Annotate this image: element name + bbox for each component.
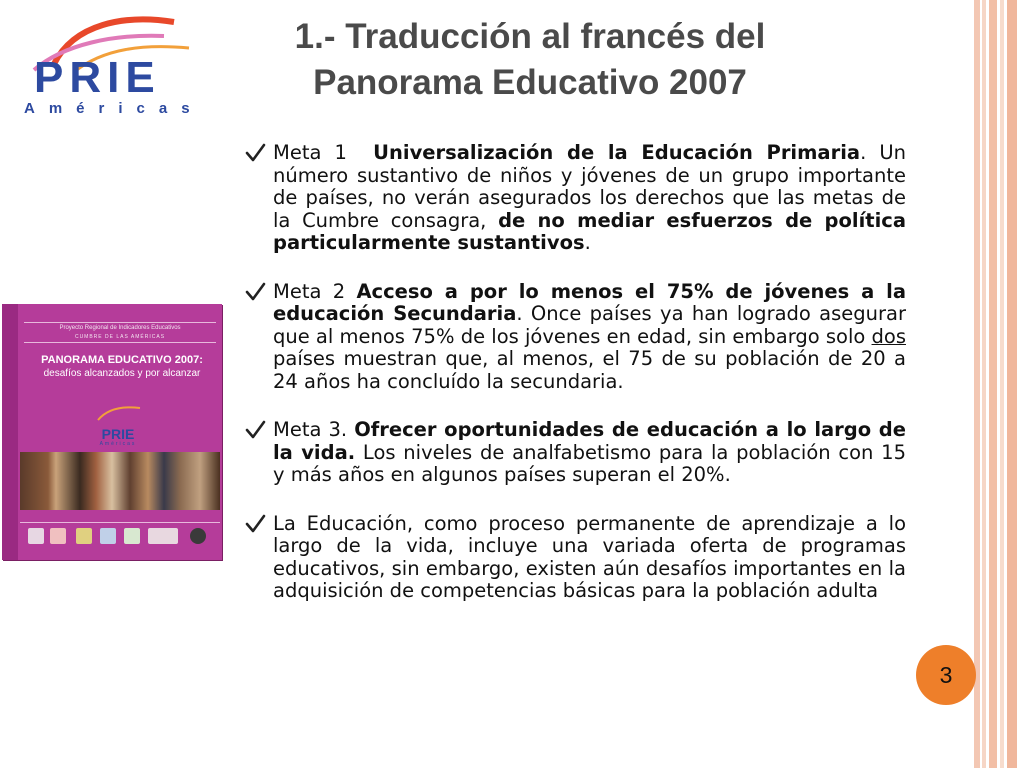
cover-subtitle: desafíos alcanzados y por alcanzar	[43, 368, 201, 379]
bullet-text	[273, 419, 906, 487]
goal-label: Meta 2	[273, 279, 346, 303]
title-line-1: 1.- Traducción al francés del	[294, 17, 766, 56]
goal-description: . Un número sustantivo de niños y jóvenes de un grupo importante de países, no verán asegurados los derechos que las metas de la Cumbre consagra,	[273, 141, 907, 232]
goal-title: Ofrecer oportunidades de educación a lo largo de la vida.	[273, 418, 906, 464]
bullet-text	[273, 281, 906, 394]
goal-description: Los niveles de analfabetismo para la población con 15 y más años en algunos países superan el 20%.	[273, 440, 906, 486]
stripe	[974, 0, 980, 768]
stripe	[989, 0, 997, 768]
seal-icon	[190, 528, 206, 544]
sponsor-icon	[148, 528, 178, 544]
stripe	[982, 0, 986, 768]
list-item	[244, 142, 906, 255]
underlined-word: dos	[871, 324, 906, 348]
cover-photo-collage	[20, 452, 220, 510]
slide-title	[230, 14, 830, 106]
cover-logo-sub: Américas	[99, 441, 137, 447]
bullet-text	[273, 142, 906, 255]
checkmark-icon	[244, 281, 266, 303]
book-cover-image	[2, 304, 222, 560]
goal-end: .	[584, 231, 591, 254]
bullet-list	[244, 142, 906, 629]
logo-wordmark: PRIE	[34, 53, 161, 102]
divider	[24, 342, 216, 343]
checkmark-icon	[244, 513, 266, 535]
goal-label: Meta 1	[273, 141, 347, 164]
cover-logo-word: PRIE	[101, 426, 135, 442]
sponsor-icon	[124, 528, 140, 544]
cover-cumbre: CUMBRE DE LAS AMÉRICAS	[74, 334, 166, 340]
cover-logo	[88, 404, 148, 447]
sponsor-icon	[76, 528, 92, 544]
checkmark-icon	[244, 142, 266, 164]
sponsor-icon	[100, 528, 116, 544]
goal-title: Acceso a por lo menos el 75% de jóvenes a la educación Secundaria	[273, 279, 907, 325]
sponsor-icon	[50, 528, 66, 544]
goal-emphasis: de no mediar esfuerzos de política particularmente sustantivos	[273, 208, 906, 254]
unesco-icon	[28, 528, 44, 544]
divider	[24, 322, 216, 323]
goal-title: Universalización de la Educación Primaria	[373, 141, 861, 164]
goal-label: Meta 3.	[273, 418, 348, 441]
book-spine	[2, 304, 18, 560]
stripe	[1007, 0, 1017, 768]
page-number-badge: 3	[916, 645, 976, 705]
list-item	[244, 513, 906, 603]
cover-sponsor-logos	[24, 528, 220, 546]
divider	[20, 522, 220, 523]
bullet-text: La Educación, como proceso permanente de aprendizaje a lo largo de la vida, incluye una variada oferta de programas educativos, sin embargo, existen aún desafíos importantes en la adquisición de competencias básicas para la población adulta	[273, 511, 906, 602]
title-line-2: Panorama Educativo 2007	[313, 63, 747, 102]
cover-title: PANORAMA EDUCATIVO 2007:	[41, 354, 203, 366]
cover-project: Proyecto Regional de Indicadores Educativos	[59, 325, 181, 331]
cover-logo-swoosh-icon	[88, 404, 148, 422]
list-item	[244, 419, 906, 487]
prie-logo	[14, 14, 204, 118]
logo-subtitle: Américas	[24, 100, 204, 117]
checkmark-icon	[244, 419, 266, 441]
goal-description: . Once países ya han logrado asegurar que al menos 75% de los jóvenes en edad, sin embargo solo	[273, 302, 906, 348]
stripe	[1000, 0, 1004, 768]
list-item	[244, 281, 906, 394]
decorative-stripes	[972, 0, 1024, 768]
goal-description-end: países muestran que, al menos, el 75 de su población de 20 a 24 años ha concluído la secundaria.	[273, 347, 906, 393]
